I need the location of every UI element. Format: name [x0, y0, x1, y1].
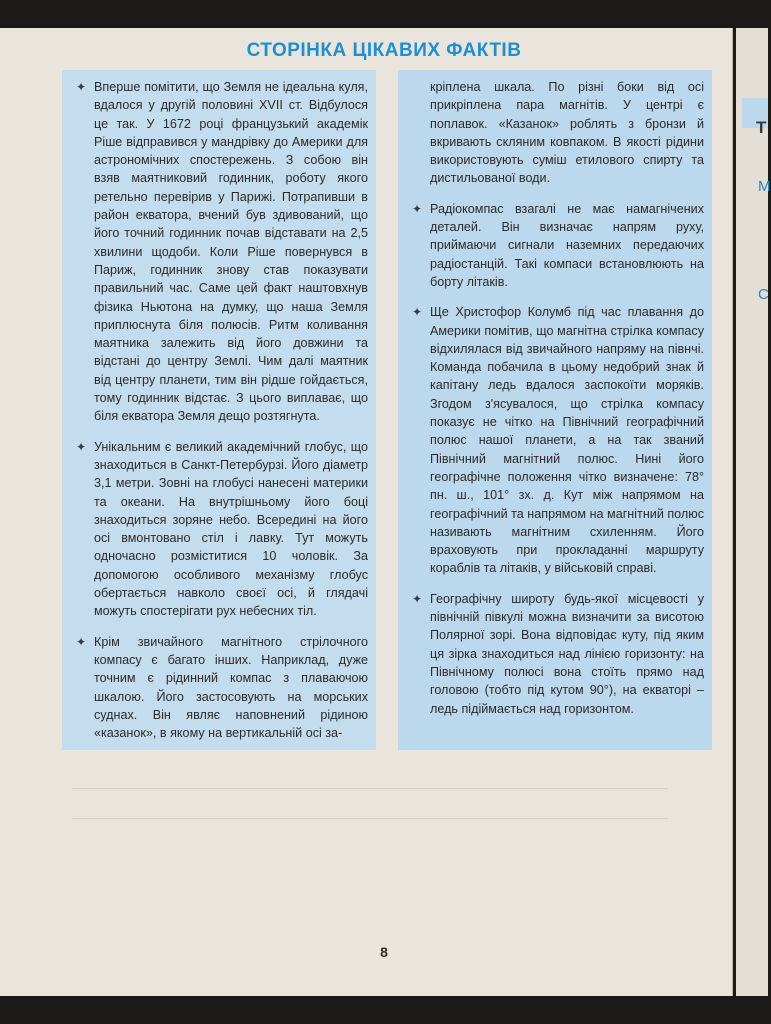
fact-item [410, 303, 704, 577]
star-bullet-icon: ✦ [76, 439, 87, 454]
page-number: 8 [380, 944, 388, 960]
fact-continuation [410, 78, 704, 188]
fact-text: Географічну широту будь-якої місцевості у північній півкулі можна визначити за висотою Полярної зорі. Вона відповідає куту, під яким ця зірка знаходиться над лінією горизонту: на Північному полюсі вона стоїть прямо над головою (тобто під кутом 90°), на екваторі – ледь підіймається над горизонтом. [430, 591, 704, 716]
adjacent-page-edge [736, 28, 771, 996]
fact-text: Крім звичайного магнітного стрілочного компасу є багато інших. Наприклад, дуже точним є рідинний компас з плаваючою шкалою. Його застосовують на морських суднах. Він являє наповнений рідиною «казанок», в якому на вертикальній осі за- [94, 634, 368, 741]
fact-text: Унікальним є великий академічний глобус, що знаходиться в Санкт-Петербурзі. Його діаметр 3,1 метри. Зовні на глобусі нанесені материки та океани. На внутрішньому його боці знаходиться зоряне небо. Всередині на його осі вмонтовано стіл і лавку. Тут можуть одночасно розміститися 10 чоловік. За допомогою особливого механізму глобус обертається навколо своєї осі, й глядачі можуть спостерігати рух небесних тіл. [94, 439, 368, 619]
fact-text: Ще Христофор Колумб під час плавання до Америки помітив, що магнітна стрілка компасу відхилялася від звичайного напряму на півнчі. Команда побачила в цьому недобрий знак й капітану ледь вдалося заспокоїти моряків. Згодом з'ясувалося, що стрілка компасу показує не чітко на Північний географічний полюс нашої планети, а на так званий Північний магнітний полюс. Нині його географічне положення чітко визначене: 78° пн. ш., 101° зх. д. Кут між напрямом на географічний та напрямом на магнітний полюс називають магнітним схиленням. Його враховують при прокладанні маршруту кораблів та літаків, у військовій справі. [430, 305, 704, 576]
fact-text: Радіокомпас взагалі не має намагнічених деталей. Він визначає напрям руху, приймаючи сигнали наземних передаючих радіостанцій. Такі компаси встановлюють на борту літаків. [430, 201, 704, 289]
star-bullet-icon: ✦ [76, 80, 87, 94]
adjacent-page-letter: С [758, 286, 769, 303]
star-bullet-icon: ✦ [76, 634, 87, 649]
facts-column-right [398, 70, 712, 750]
fact-item [74, 633, 368, 743]
fact-item [74, 438, 368, 621]
faint-divider [72, 818, 668, 819]
facts-column-left [62, 70, 376, 750]
adjacent-page-letter: М [758, 178, 771, 195]
fact-text: кріплена шкала. По різні боки від осі прикріплена пара магнітів. У центрі є поплавок. «Казанок» роблять з бронзи й вкривають скляним ковпаком. В якості рідини використовують суміш етилового спирту та дистильованої води. [430, 80, 704, 186]
book-page [0, 28, 733, 996]
fact-item [410, 200, 704, 291]
star-bullet-icon: ✦ [412, 591, 423, 606]
star-bullet-icon: ✦ [412, 305, 423, 320]
star-bullet-icon: ✦ [412, 201, 423, 216]
fact-item [410, 590, 704, 718]
fact-item [74, 78, 368, 426]
faint-divider [72, 788, 668, 789]
fact-text: Вперше помітити, що Земля не ідеальна куля, вдалося у другій половині XVII ст. Відбулося це так. У 1672 році французький академік Ріше відправився у мандрівку до Америки для астрономічних спостережень. З собою він взяв маятниковий годинник, роботу якого ретельно перевірив у Парижі. Потрапивши в район екватора, вчений був здивований, що його точний годинник почав відставати на 2,5 хвилини щодоби. Коли Ріше повернувся в Париж, годинник знову став показувати правильний час. Саме цей факт наштовхнув фізика Ньютона на думку, що наша Земля приплюснута біля полюсів. Ритм коливання маятника залежить від його довжини та відстані до центру Землі. Чим далі маятник від центру планети, тим він рідше гойдається, тому годинник відстає. З цього виплаває, що біля екватора Земля дещо розтягнута. [94, 80, 368, 424]
page-title: СТОРІНКА ЦІКАВИХ ФАКТІВ [246, 40, 522, 61]
adjacent-page-letter: Т [756, 118, 767, 137]
